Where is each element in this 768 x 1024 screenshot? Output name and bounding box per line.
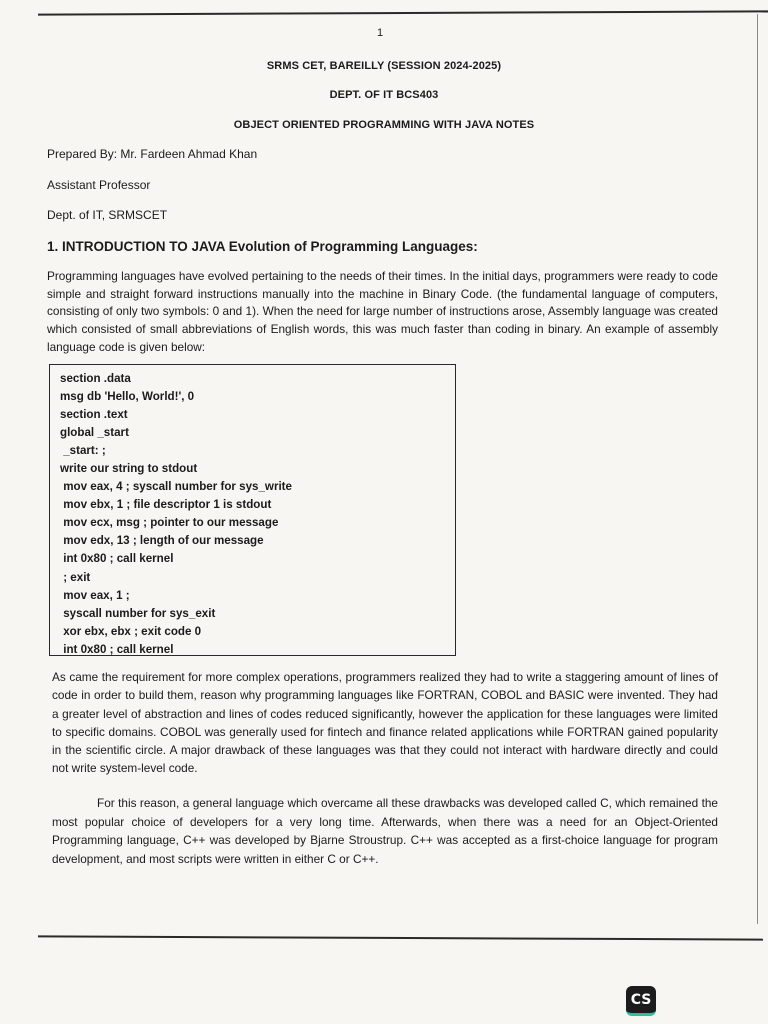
- code-line: ; exit: [60, 570, 91, 584]
- code-line: mov eax, 1 ;: [60, 588, 130, 602]
- code-line: mov eax, 4 ; syscall number for sys_write: [60, 480, 292, 494]
- code-line: mov ecx, msg ; pointer to our message: [60, 516, 279, 530]
- code-line: syscall number for sys_exit: [60, 606, 216, 620]
- author-designation: Assistant Professor: [47, 178, 151, 192]
- code-line: section .data: [60, 372, 131, 385]
- paragraph-intro: Programming languages have evolved pertaining to the needs of their times. In the initial days, programmers were ready to code simple and straight forward instructions manually into the machine in Binary Code. (the fundamental language of computers, consisting of only two symbols: 0 and 1). When the need for large number of instructions arose, Assembly language was created which consisted of small abbreviations of English words, this was much faster than coding in binary. An example of assembly language code is given below:: [47, 269, 718, 354]
- bottom-rule: [38, 935, 763, 940]
- code-line: mov edx, 13 ; length of our message: [60, 534, 264, 548]
- prepared-by: Prepared By: Mr. Fardeen Ahmad Khan: [47, 147, 258, 161]
- header-institution: SRMS CET, BAREILLY (SESSION 2024-2025): [266, 60, 502, 72]
- author-department: Dept. of IT, SRMSCET: [47, 208, 168, 222]
- code-line: section .text: [60, 408, 128, 422]
- section-title: 1. INTRODUCTION TO JAVA Evolution of Programming Languages:: [47, 239, 478, 254]
- code-line: _start: ;: [60, 444, 106, 458]
- assembly-code-box: [49, 364, 456, 656]
- page-number: 1: [377, 27, 384, 39]
- code-line: msg db 'Hello, World!', 0: [60, 390, 195, 404]
- code-line: xor ebx, ebx ; exit code 0: [60, 624, 202, 638]
- header-department: DEPT. OF IT BCS403: [329, 89, 439, 101]
- right-margin-line: [757, 14, 758, 924]
- header-course-title: OBJECT ORIENTED PROGRAMMING WITH JAVA NOTES: [233, 119, 535, 131]
- top-rule: [38, 10, 768, 15]
- code-line: mov ebx, 1 ; file descriptor 1 is stdout: [60, 498, 272, 512]
- code-line: global _start: [60, 426, 129, 440]
- code-line: int 0x80 ; call kernel: [60, 642, 174, 656]
- code-line: int 0x80 ; call kernel: [60, 552, 174, 566]
- paragraph-high-level-languages: As came the requirement for more complex operations, programmers realized they had to write a staggering amount of lines of code in order to build them, reason why programming languages like FORTRAN, COBOL and BASIC were invented. They had a greater level of abstraction and lines of codes reduced significantly, however the application for these languages were limited to specific domains. COBOL was generally used for fintech and finance related applications while FORTRAN gained popularity in the scientific circle. A major drawback of these languages was that they could not interact with hardware directly and could not write system-level code.: [52, 670, 718, 776]
- code-line: write our string to stdout: [60, 462, 198, 476]
- camscanner-logo-icon: CS: [626, 986, 656, 1016]
- paragraph-c-cpp: For this reason, a general language which overcame all these drawbacks was developed called C, which remained the most popular choice of developers for a very long time. Afterwards, when there was a need for an Object-Oriented Programming language, C++ was developed by Bjarne Stroustrup. C++ was accepted as a first-choice language for program development, and most scripts were written in either C or C++.: [52, 796, 718, 866]
